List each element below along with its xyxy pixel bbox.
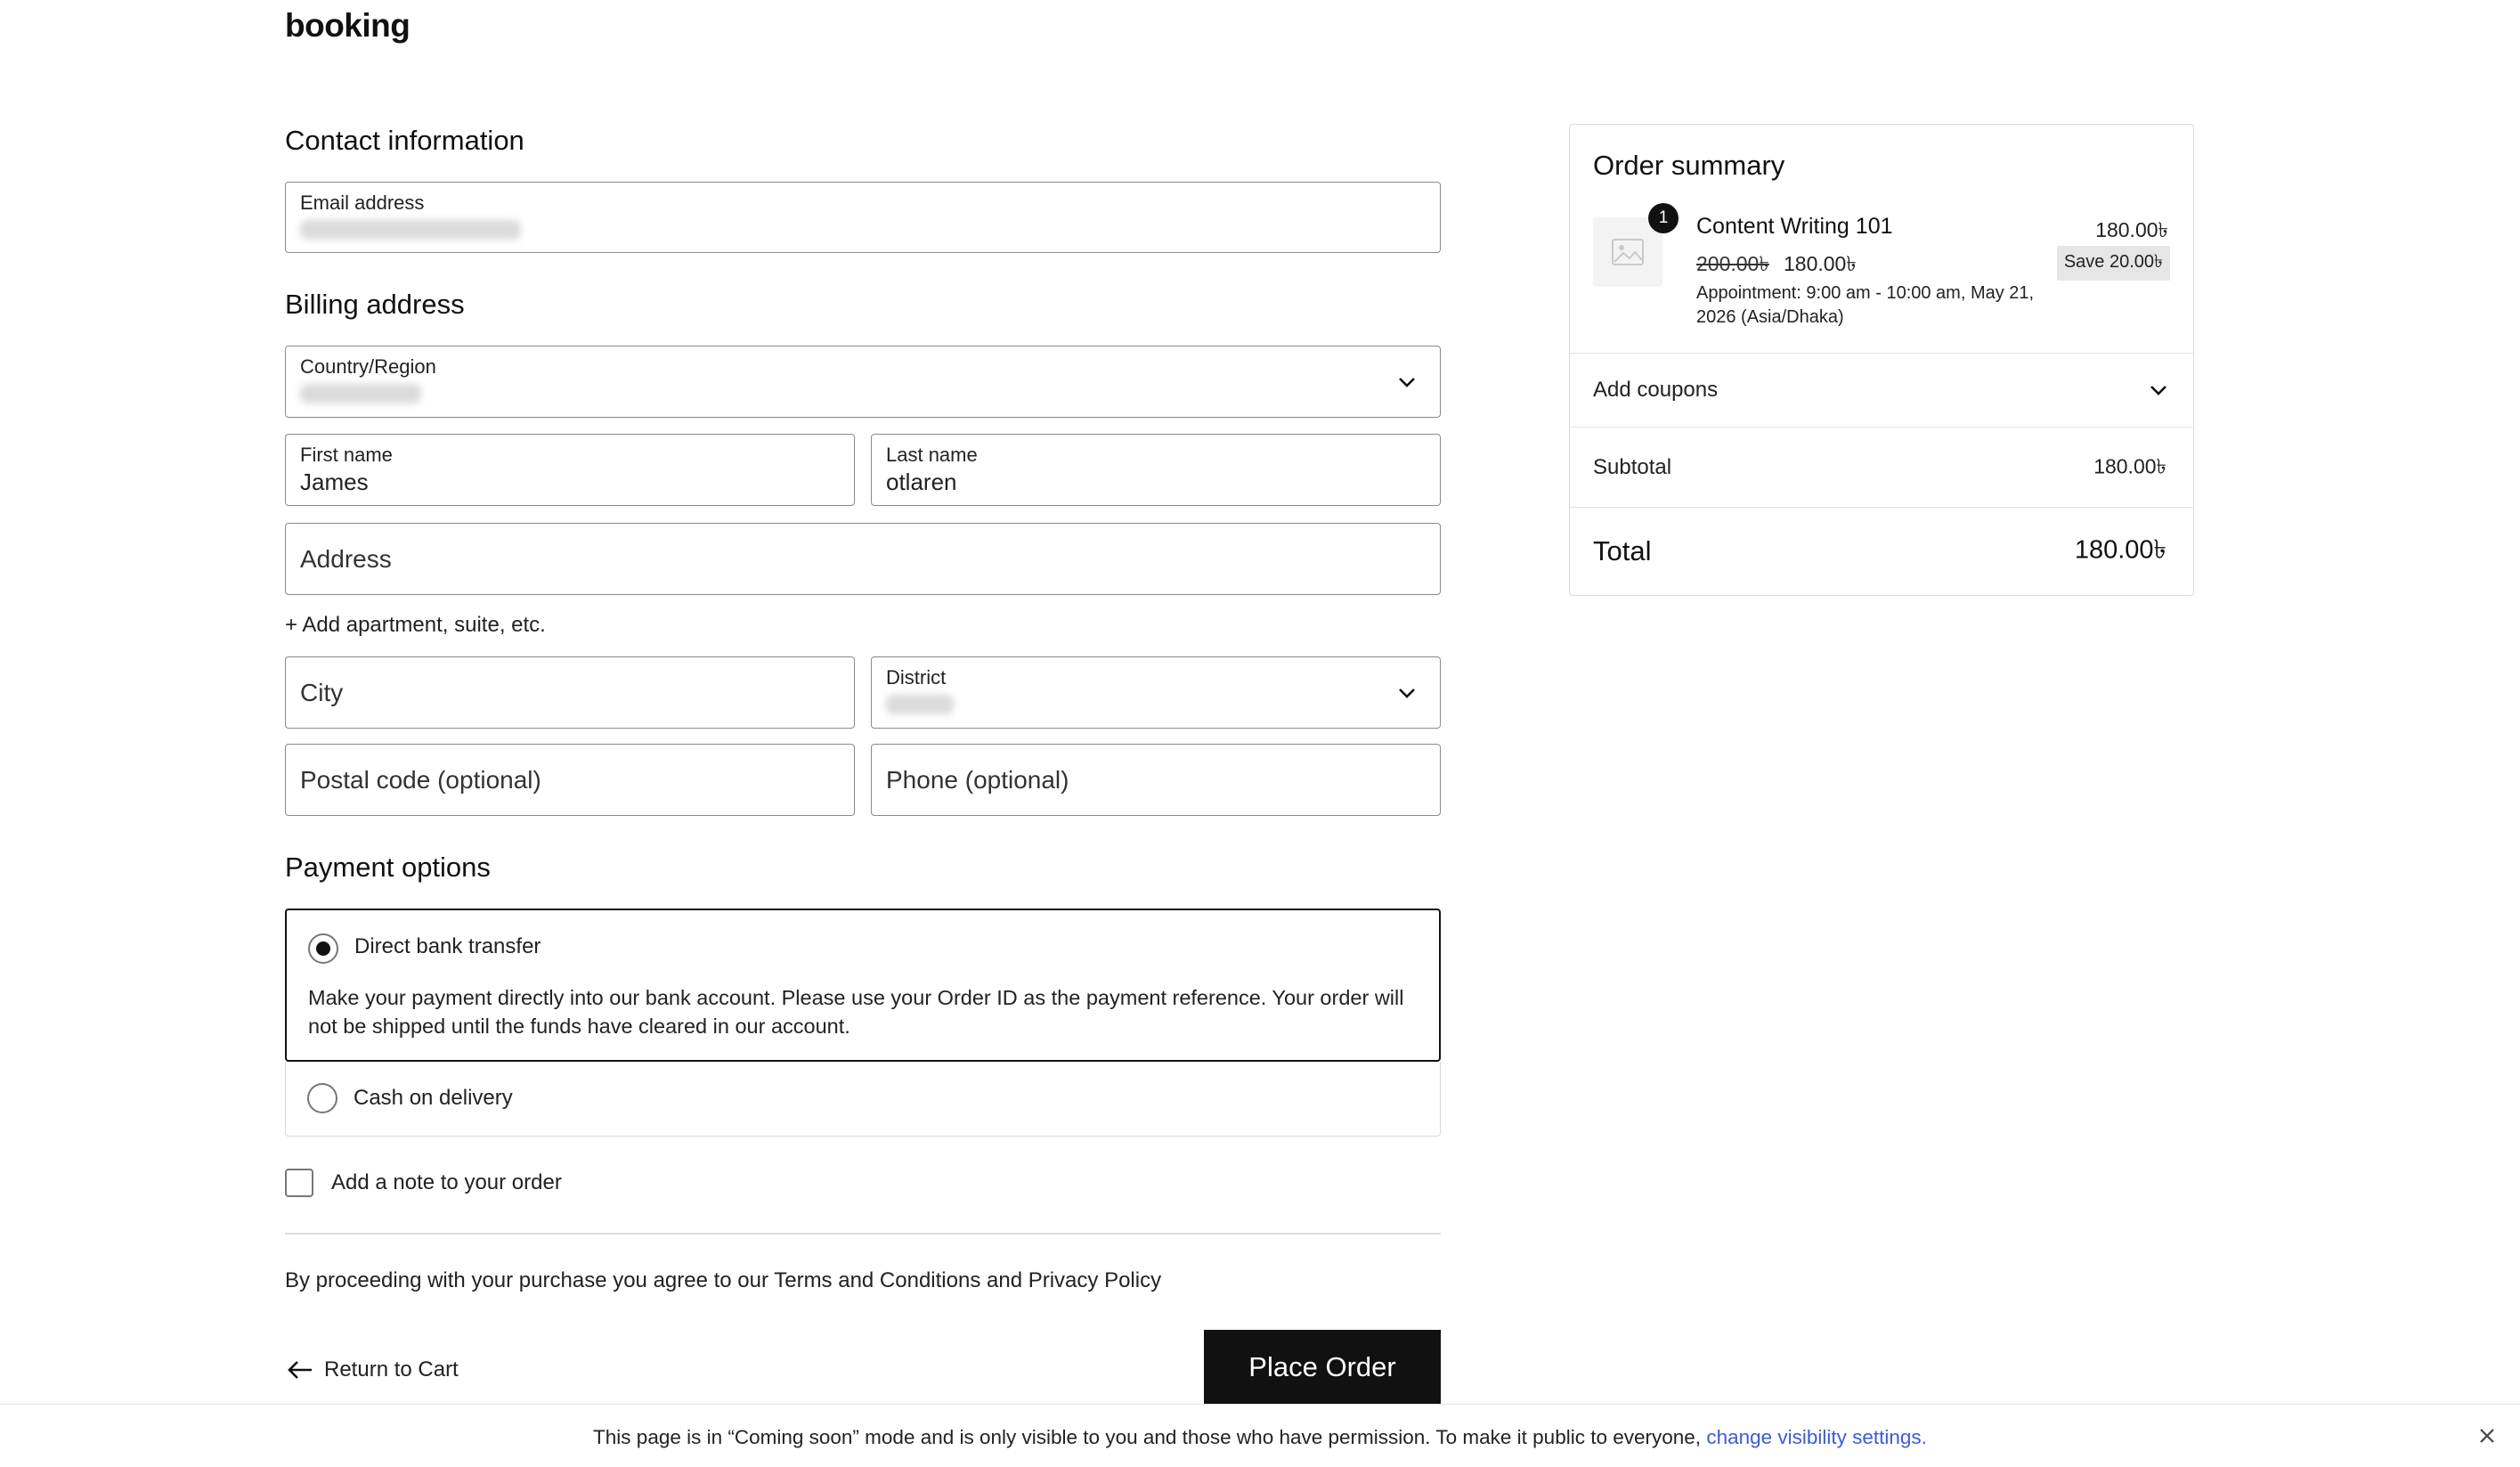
image-placeholder-icon — [1611, 238, 1645, 266]
order-note-checkbox[interactable] — [285, 1169, 313, 1197]
subtotal-label: Subtotal — [1593, 454, 1672, 479]
country-label: Country/Region — [300, 355, 436, 378]
city-field[interactable] — [285, 656, 855, 729]
address-placeholder: Address — [300, 544, 392, 573]
coming-soon-notice — [0, 1404, 2520, 1467]
return-to-cart-link[interactable] — [287, 1354, 459, 1386]
first-name-field[interactable] — [285, 434, 855, 506]
subtotal-value: 180.00৳ — [2093, 454, 2166, 477]
chevron-down-icon — [1397, 376, 1417, 388]
district-redacted — [886, 695, 954, 714]
product-name: Content Writing 101 — [1696, 214, 1893, 239]
order-summary-title: Order summary — [1593, 150, 1785, 181]
return-to-cart-label: Return to Cart — [324, 1357, 459, 1381]
notice-text: This page is in “Coming soon” mode and is only visible to you and those who have permission. To make it public to everyone, — [593, 1426, 1702, 1448]
cash-on-delivery-radio[interactable] — [307, 1083, 337, 1113]
last-name-label: Last name — [886, 444, 978, 466]
arrow-left-icon — [287, 1359, 313, 1381]
change-visibility-link[interactable]: change visibility settings. — [1706, 1426, 1927, 1448]
phone-placeholder: Phone (optional) — [886, 765, 1069, 794]
country-select[interactable] — [285, 346, 1441, 418]
sale-price: 180.00৳ — [1784, 252, 1857, 275]
product-price: 180.00৳ — [2095, 218, 2168, 241]
total-label: Total — [1593, 535, 1652, 566]
postal-code-field[interactable] — [285, 744, 855, 816]
district-select[interactable] — [871, 656, 1441, 729]
last-name-field[interactable] — [871, 434, 1441, 506]
last-name-value: otlaren — [886, 469, 957, 495]
contact-heading: Contact information — [285, 125, 524, 156]
order-note-label: Add a note to your order — [331, 1170, 562, 1194]
order-summary — [1569, 124, 2194, 596]
add-coupons-toggle[interactable] — [1570, 353, 2193, 427]
place-order-button[interactable]: Place Order — [1204, 1330, 1441, 1405]
total-value: 180.00৳ — [2074, 535, 2166, 565]
terms-text: By proceeding with your purchase you agree to our Terms and Conditions and Privacy Policy — [285, 1268, 1162, 1292]
original-price: 200.00৳ — [1696, 252, 1769, 275]
district-label: District — [886, 666, 947, 689]
add-apartment-link[interactable]: + Add apartment, suite, etc. — [285, 613, 546, 637]
email-label: Email address — [300, 192, 425, 214]
site-title: booking — [285, 7, 411, 44]
email-redacted — [300, 220, 521, 240]
quantity-badge: 1 — [1648, 203, 1679, 233]
country-redacted — [300, 384, 421, 403]
bank-transfer-radio[interactable] — [308, 933, 338, 964]
subtotal-row — [1570, 427, 2193, 507]
city-placeholder: City — [300, 678, 344, 706]
email-field[interactable] — [285, 182, 1441, 253]
payment-option-cash-on-delivery[interactable] — [285, 1062, 1441, 1137]
appointment-details: Appointment: 9:00 am - 10:00 am, May 21, 2026 (Asia/Dhaka) — [1696, 283, 2035, 327]
first-name-label: First name — [300, 444, 393, 466]
divider — [285, 1233, 1441, 1235]
bank-transfer-description: Make your payment directly into our bank account. Please use your Order ID as the payment reference. Your order will not be shipped until the funds have cleared in our account. — [308, 986, 1404, 1038]
chevron-down-icon — [1397, 687, 1417, 699]
payment-heading: Payment options — [285, 852, 491, 883]
payment-option-bank-transfer[interactable] — [285, 909, 1441, 1062]
save-badge: Save 20.00৳ — [2057, 246, 2170, 281]
phone-field[interactable] — [871, 744, 1441, 816]
chevron-down-icon — [2149, 384, 2168, 396]
cash-on-delivery-label: Cash on delivery — [354, 1086, 513, 1110]
bank-transfer-label: Direct bank transfer — [354, 934, 541, 958]
billing-heading: Billing address — [285, 289, 465, 320]
close-icon[interactable] — [2475, 1424, 2499, 1447]
add-coupons-label: Add coupons — [1593, 378, 1719, 402]
notice-text-wrapper — [0, 1426, 2520, 1449]
postal-placeholder: Postal code (optional) — [300, 765, 541, 794]
first-name-value: James — [300, 469, 369, 495]
total-row — [1570, 507, 2193, 595]
address-field[interactable] — [285, 523, 1441, 595]
